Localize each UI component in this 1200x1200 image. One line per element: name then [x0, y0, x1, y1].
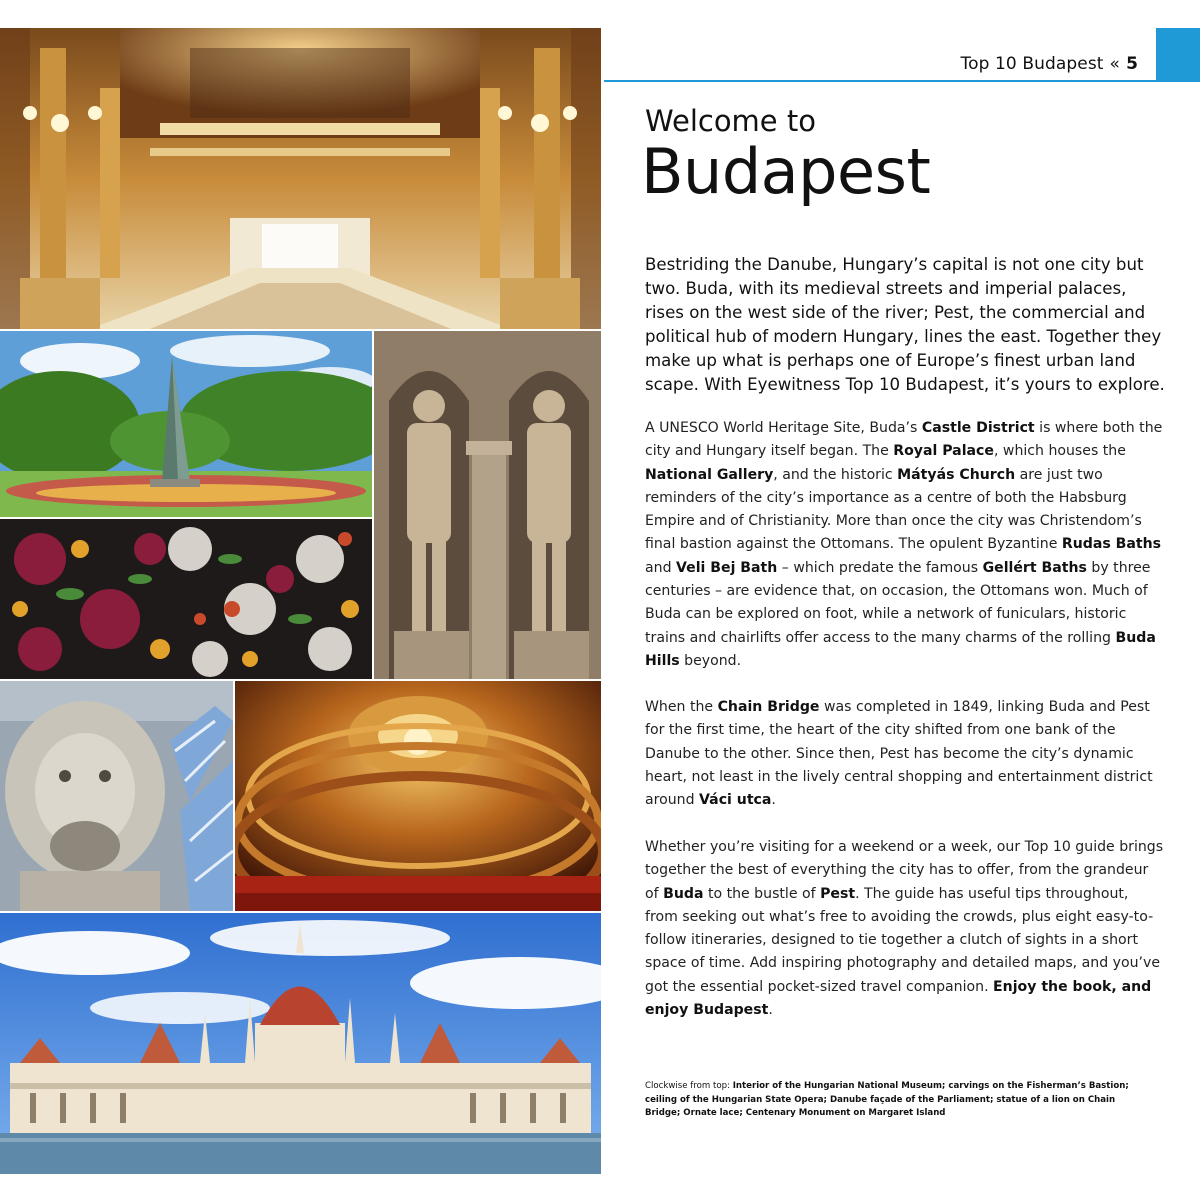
intro-paragraph: Bestriding the Danube, Hungary’s capital is not one city but two. Buda, with its medieval streets and imperial palaces, rises on the west side of the river; Pest, the commercial and political hub of modern Hungary, lines the east. Together they make up what is perhaps one of Europe’s finest urban land scape. With Eyewitness Top 10 Budapest, it’s yours to explore.: [645, 255, 1165, 394]
highlight-closing-line: Enjoy the book, and enjoy Budapest: [645, 978, 1152, 1019]
body-paragraph-chain-bridge: [645, 696, 1165, 812]
highlight-veli-bej-bath: Veli Bej Bath: [676, 559, 778, 576]
highlight-chain-bridge: Chain Bridge: [717, 699, 820, 715]
text-run: .: [768, 1002, 773, 1019]
photo-state-opera-ceiling: [235, 681, 601, 911]
text-run: was completed in 1849, linking Buda and Pest for the first time, the heart of the city shifted from one bank of the Danube to the other. Since then, Pest has become the city’s dynamic heart, not least in the lively central shopping and entertainment district around: [645, 699, 1153, 809]
photo-caption: [645, 1080, 1153, 1121]
text-run: When the: [645, 699, 718, 715]
highlight-vaci-utca: Váci utca: [699, 792, 772, 809]
photo-ornate-lace: [0, 519, 372, 679]
highlight-buda-hills: Buda Hills: [645, 629, 1156, 669]
text-run: A UNESCO World Heritage Site, Buda’s: [645, 420, 922, 436]
text-run: , which houses the: [993, 443, 1126, 460]
highlight-rudas-baths: Rudas Baths: [1061, 536, 1162, 553]
photo-national-museum-interior: [0, 28, 601, 329]
header-rule: [604, 80, 1156, 82]
running-head-separator: «: [1109, 54, 1121, 74]
highlight-pest: Pest: [820, 885, 856, 902]
text-run: and: [645, 559, 676, 576]
highlight-national-gallery: National Gallery: [645, 466, 774, 483]
text-run: is where both the city and Hungary itself began. The: [645, 420, 1163, 460]
running-head: [961, 54, 1139, 74]
caption-text: Interior of the Hungarian National Museum; carvings on the Fisherman’s Bastion; ceiling of the Hungarian State Opera; Danube façade of the Parliament; statue of a lion on Chain Bridge; Ornate lace; Centenary Monument on Margaret Island: [645, 1081, 1129, 1118]
body-paragraph-castle-district: [645, 417, 1165, 673]
highlight-matyas-church: Mátyás Church: [897, 466, 1016, 483]
text-run: to the bustle of: [703, 885, 821, 902]
text-run: .: [771, 792, 776, 809]
highlight-buda: Buda: [663, 885, 704, 902]
text-run: , and the historic: [773, 466, 898, 483]
page-tab-marker: [1156, 28, 1200, 82]
running-title: Top 10 Budapest: [960, 54, 1104, 74]
caption-lead: Clockwise from top:: [645, 1081, 733, 1091]
body-paragraph-guide-overview: [645, 836, 1165, 1022]
highlight-royal-palace: Royal Palace: [893, 443, 994, 460]
text-run: beyond.: [679, 652, 742, 669]
photo-chain-bridge-lion: [0, 681, 233, 911]
photo-centenary-monument: [0, 331, 372, 517]
photo-collage: [0, 28, 601, 1174]
highlight-gellert-baths: Gellért Baths: [982, 559, 1087, 576]
page-title-line2: Budapest: [641, 135, 931, 208]
highlight-castle-district: Castle District: [921, 420, 1035, 436]
text-run: by three centuries – are evidence that, on occasion, the Ottomans won. Much of Buda can be explored on foot, while a network of funiculars, historic trains and chairlifts offer access to the many charms of the rolling: [645, 559, 1151, 646]
text-run: . The guide has useful tips throughout, from seeking out what’s free to avoiding the crowds, plus eight easy-to-follow itineraries, designed to tie together a clutch of sights in a short space of time. Add inspiring photography and detailed maps, and you’ve got the essential pocket-sized travel companion.: [645, 885, 1161, 995]
page-number: 5: [1126, 54, 1138, 74]
page-title-line1: Welcome to: [645, 104, 816, 138]
text-run: – which predate the famous: [777, 559, 983, 576]
text-run: are just two reminders of the city’s importance as a centre of both the Habsburg Empire and of Christianity. More than once the city was Christendom’s final bastion against the Ottomans. The opulent Byzantine: [645, 466, 1142, 553]
photo-parliament-facade: [0, 913, 601, 1174]
text-run: Whether you’re visiting for a weekend or a week, our Top 10 guide brings together the best of everything the city has to offer, from the grandeur of: [645, 839, 1164, 902]
photo-fishermans-bastion-carvings: [374, 331, 601, 679]
